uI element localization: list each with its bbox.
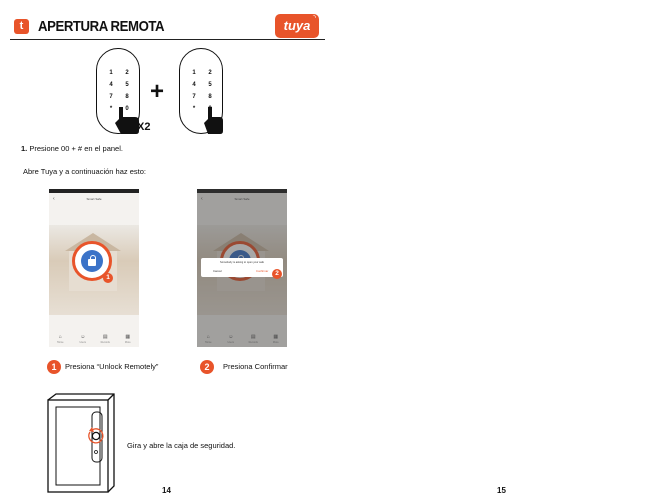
confirm-dialog bbox=[201, 258, 283, 277]
nav-records[interactable]: ▤ Records bbox=[245, 334, 261, 344]
cancel-button[interactable]: Cancel bbox=[213, 269, 222, 273]
key: 4 bbox=[109, 82, 113, 88]
nav-users[interactable]: ☺ Users bbox=[223, 334, 239, 344]
nav-more[interactable]: ▦ More bbox=[268, 334, 284, 344]
key: 8 bbox=[125, 94, 129, 100]
step-badge-2: 2 bbox=[200, 360, 214, 374]
step-2-label: Presiona Confirmar bbox=[223, 362, 288, 371]
nav-more[interactable]: ▦ More bbox=[120, 334, 136, 344]
key: 2 bbox=[125, 70, 129, 76]
nav-label: Home bbox=[56, 341, 64, 344]
nav-home[interactable]: ⌂ Home bbox=[200, 334, 216, 344]
header-divider bbox=[10, 39, 325, 40]
step-1-instruction bbox=[21, 144, 123, 153]
key: 5 bbox=[125, 82, 129, 88]
key: 4 bbox=[192, 82, 196, 88]
key: 0 bbox=[125, 106, 129, 112]
key: 2 bbox=[208, 70, 212, 76]
keypad-right bbox=[179, 48, 223, 134]
nav-label: Records bbox=[100, 341, 110, 344]
step-badge-2: 2 bbox=[272, 269, 282, 279]
finger-press-icon bbox=[200, 105, 224, 135]
nav-label: Users bbox=[227, 341, 235, 344]
key: * bbox=[109, 106, 113, 112]
nav-label: More bbox=[124, 341, 131, 344]
step-1-label: Presiona “Unlock Remotely” bbox=[65, 362, 159, 371]
nav-label: Users bbox=[79, 341, 87, 344]
app-screen-title: Smart Safe bbox=[234, 197, 250, 201]
phone-screenshot-confirm bbox=[197, 189, 287, 347]
nav-users[interactable]: ☺ Users bbox=[75, 334, 91, 344]
repeat-count: X2 bbox=[137, 121, 151, 133]
key: 1 bbox=[109, 70, 113, 76]
tuya-brand-text: tuya bbox=[283, 18, 311, 33]
app-screen-title: Smart Safe bbox=[86, 197, 102, 201]
lock-icon bbox=[81, 250, 103, 272]
intro-text: Abre Tuya y a continuación haz esto: bbox=[23, 167, 146, 176]
nav-label: More bbox=[272, 341, 279, 344]
nav-label: Records bbox=[248, 341, 258, 344]
tuya-small-logo: t bbox=[14, 19, 29, 34]
final-instruction: Gira y abre la caja de seguridad. bbox=[127, 441, 236, 450]
dialog-message: Somebody is asking to open your safe bbox=[220, 261, 264, 264]
back-icon: ‹ bbox=[53, 196, 55, 202]
phone-screenshot-unlock bbox=[49, 189, 139, 347]
plus-sign: + bbox=[150, 78, 165, 105]
step-badge-1: 1 bbox=[103, 273, 113, 283]
lock-body bbox=[88, 259, 96, 266]
page-number-right: 15 bbox=[497, 486, 506, 495]
back-icon: ‹ bbox=[201, 196, 203, 202]
key: 8 bbox=[208, 94, 212, 100]
key: 7 bbox=[109, 94, 113, 100]
page-title: APERTURA REMOTA bbox=[38, 18, 165, 35]
safe-illustration bbox=[46, 392, 116, 495]
status-bar bbox=[49, 189, 139, 193]
page-number-left: 14 bbox=[162, 486, 171, 495]
tuya-logo bbox=[275, 14, 319, 38]
keypad-left bbox=[96, 48, 140, 134]
wifi-icon: ◝ bbox=[312, 13, 316, 22]
step-number: 1. bbox=[21, 144, 28, 153]
nav-home[interactable]: ⌂ Home bbox=[52, 334, 68, 344]
key: 1 bbox=[192, 70, 196, 76]
step-badge-1: 1 bbox=[47, 360, 61, 374]
nav-records[interactable]: ▤ Records bbox=[97, 334, 113, 344]
bottom-nav bbox=[49, 331, 139, 347]
nav-label: Home bbox=[204, 341, 212, 344]
key: 7 bbox=[192, 94, 196, 100]
key: 5 bbox=[208, 82, 212, 88]
key: * bbox=[192, 106, 196, 112]
step-text: Presione 00 + # en el panel. bbox=[29, 144, 123, 153]
confirm-button[interactable]: Confirmar bbox=[256, 269, 269, 273]
